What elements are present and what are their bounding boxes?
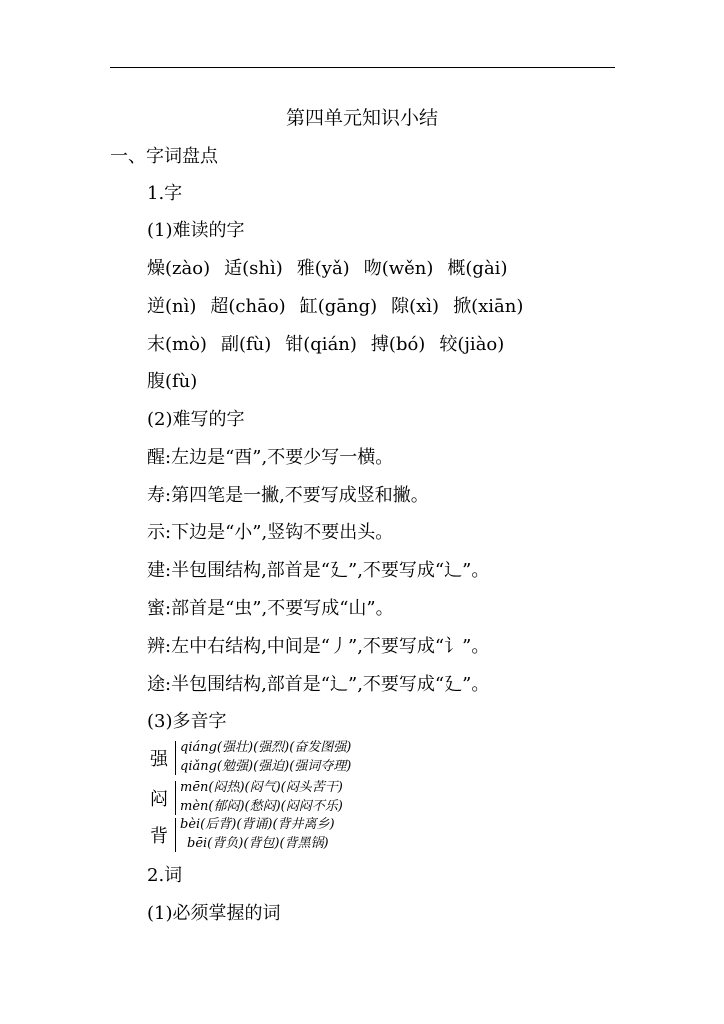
pinyin-item: 较(jiào) [439,334,505,355]
polyphone-reading: mèn(郁闷)(愁闷)(闷闷不乐) [180,799,343,814]
pinyin-item: 掀(xiān) [453,296,524,317]
polyphone-heading: (3)多音字 [147,711,227,732]
pinyin-item: 缸(gāng) [299,296,378,317]
hard-write-item: 醒:左边是“酉”,不要少写一横。 [147,447,394,468]
polyphone-char: 强 [150,749,168,770]
hard-write-item: 途:半包围结构,部首是“辶”,不要写成“廴”。 [147,674,490,695]
pinyin-item: 末(mò) [147,334,207,355]
section-heading: 一、字词盘点 [110,146,218,167]
hard-read-row [147,370,211,394]
polyphone-reading: bèi(后背)(背诵)(背井离乡) [180,817,335,832]
page-title: 第四单元知识小结 [285,107,438,129]
hard-write-item: 示:下边是“小”,竖钩不要出头。 [147,522,394,543]
polyphone-reading: qiáng(强壮)(强烈)(奋发图强) [180,740,352,755]
pinyin-item: 吻(wěn) [363,258,434,279]
hard-write-item: 寿:第四笔是一撇,不要写成竖和撇。 [147,485,429,506]
polyphone-reading: mēn(闷热)(闷气)(闷头苦干) [180,780,343,795]
hard-read-row [147,333,518,357]
pinyin-item: 副(fù) [220,334,272,355]
top-rule [110,67,615,68]
hard-write-item: 蜜:部首是“虫”,不要写成“山”。 [147,598,394,619]
hard-read-row [147,257,521,281]
polyphone-reading: qiǎng(勉强)(强迫)(强词夺理) [180,759,352,774]
hard-read-row [147,295,537,319]
polyphone-char: 背 [150,826,168,847]
pinyin-item: 超(chāo) [210,296,286,317]
pinyin-item: 适(shì) [224,258,283,279]
hard-write-item: 辨:左中右结构,中间是“丿”,不要写成“讠”。 [147,636,490,657]
pinyin-item: 搏(bó) [370,334,426,355]
polyphone-reading: bēi(背负)(背包)(背黑锅) [187,836,329,851]
sub-heading-zi: 1.字 [147,183,183,204]
pinyin-item: 概(gài) [447,258,508,279]
sub-heading-ci: 2.词 [147,865,183,886]
pinyin-item: 燥(zào) [147,258,211,279]
pinyin-item: 腹(fù) [147,371,198,392]
hard-write-heading: (2)难写的字 [147,409,245,430]
pinyin-item: 钳(qián) [285,334,357,355]
polyphone-char: 闷 [150,789,168,810]
hard-read-heading: (1)难读的字 [147,220,245,241]
pinyin-item: 逆(nì) [147,296,197,317]
hard-write-item: 建:半包围结构,部首是“廴”,不要写成“辶”。 [147,560,490,581]
pinyin-item: 隙(xì) [391,296,440,317]
pinyin-item: 雅(yǎ) [296,258,350,279]
must-words-heading: (1)必须掌握的词 [147,903,281,924]
